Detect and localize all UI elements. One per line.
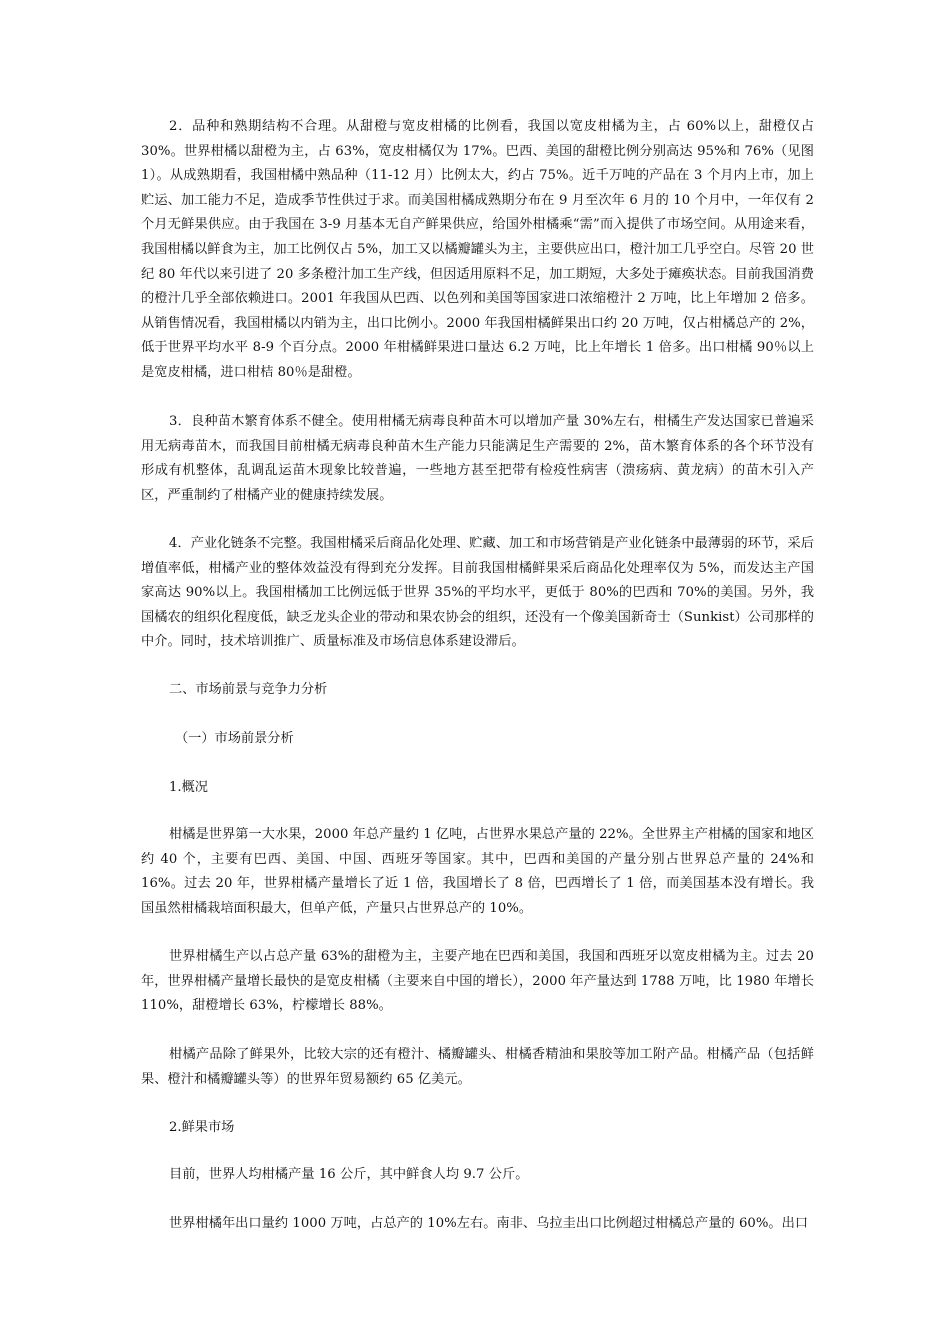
paragraph-overview-2: 世界柑橘生产以占总产量 63%的甜橙为主，主要产地在巴西和美国，我国和西班牙以宽皮柑橘为主。过去 20 年，世界柑橘产量增长最快的是宽皮柑橘（主要来自中国的增长），2000 年产量达到 1788 万吨，比 1980 年增长 110%，甜橙增长 63%，柠檬增长 88%。 xyxy=(141,949,814,1014)
heading-fresh-fruit-market: 2.鲜果市场 xyxy=(169,1120,235,1135)
paragraph-industrial-chain: 4．产业化链条不完整。我国柑橘采后商品化处理、贮藏、加工和市场营销是产业化链条中最薄弱的环节，采后增值率低，柑橘产业的整体效益没有得到充分发挥。目前我国柑橘鲜果采后商品化处理率仅为 5%，而发达主产国家高达 90%以上。我国柑橘加工比例远低于世界 35%的平均水平，更低于 80%的巴西和 70%的美国。另外，我国橘农的组织化程度低，缺乏龙头企业的带动和果农协会的组织，还没有一个像美国新奇士（Sunkist）公司那样的中介。同时，技术培训推广、质量标准及市场信息体系建设滞后。 xyxy=(141,536,814,650)
paragraph-seedling-system: 3．良种苗木繁育体系不健全。使用柑橘无病毒良种苗木可以增加产量 30%左右，柑橘生产发达国家已普遍采用无病毒苗木，而我国目前柑橘无病毒良种苗木生产能力只能满足生产需要的 2%，苗木繁育体系的各个环节没有形成有机整体，乱调乱运苗木现象比较普遍，一些地方甚至把带有检疫性病害（溃疡病、黄龙病）的苗木引入产区，严重制约了柑橘产业的健康持续发展。 xyxy=(141,414,814,503)
heading-overview: 1.概况 xyxy=(169,780,208,795)
subsection-heading-market-prospects: （一）市场前景分析 xyxy=(175,731,294,746)
paragraph-overview-3: 柑橘产品除了鲜果外，比较大宗的还有橙汁、橘瓣罐头、柑橘香精油和果胶等加工附产品。柑橘产品（包括鲜果、橙汁和橘瓣罐头等）的世界年贸易额约 65 亿美元。 xyxy=(141,1047,814,1087)
paragraph-fresh-2: 世界柑橘年出口量约 1000 万吨，占总产的 10%左右。南非、乌拉圭出口比例超过柑橘总产量的 60%。出口 xyxy=(169,1216,809,1231)
paragraph-fresh-1: 目前，世界人均柑橘产量 16 公斤，其中鲜食人均 9.7 公斤。 xyxy=(169,1167,529,1182)
section-heading-market-competitiveness: 二、市场前景与竞争力分析 xyxy=(169,682,328,697)
paragraph-variety-structure: 2．品种和熟期结构不合理。从甜橙与宽皮柑橘的比例看，我国以宽皮柑橘为主，占 60%以上，甜橙仅占 30%。世界柑橘以甜橙为主，占 63%，宽皮柑橘仅为 17%。巴西、美国的甜橙比例分别高达 95%和 76%（见图 1）。从成熟期看，我国柑橘中熟品种（11-12 月）比例太大，约占 75%。近千万吨的产品在 3 个月内上市，加上贮运、加工能力不足，造成季节性供过于求。而美国柑橘成熟期分布在 9 月至次年 6 月的 10 个月中，一年仅有 2 个月无鲜果供应。由于我国在 3-9 月基本无自产鲜果供应，给国外柑橘乘“需”而入提供了市场空间。从用途来看，我国柑橘以鲜食为主，加工比例仅占 5%，加工又以橘瓣罐头为主，主要供应出口，橙汁加工几乎空白。尽管 20 世纪 80 年代以来引进了 20 多条橙汁加工生产线，但因适用原料不足，加工期短，大多处于瘫痪状态。目前我国消费的橙汁几乎全部依赖进口。2001 年我国从巴西、以色列和美国等国家进口浓缩橙汁 2 万吨，比上年增加 2 倍多。从销售情况看，我国柑橘以内销为主，出口比例小。2000 年我国柑橘鲜果出口约 20 万吨，仅占柑橘总产的 2%，低于世界平均水平 8-9 个百分点。2000 年柑橘鲜果进口量达 6.2 万吨，比上年增长 1 倍多。出口柑橘 90％以上是宽皮柑橘，进口柑桔 80％是甜橙。 xyxy=(141,119,814,380)
paragraph-overview-1: 柑橘是世界第一大水果，2000 年总产量约 1 亿吨，占世界水果总产量的 22%。全世界主产柑橘的国家和地区约 40 个，主要有巴西、美国、中国、西班牙等国家。其中，巴西和美国的产量分别占世界总产量的 24%和 16%。过去 20 年，世界柑橘产量增长了近 1 倍，我国增长了 8 倍，巴西增长了 1 倍，而美国基本没有增长。我国虽然柑橘栽培面积最大，但单产低，产量只占世界总产的 10%。 xyxy=(141,827,814,916)
